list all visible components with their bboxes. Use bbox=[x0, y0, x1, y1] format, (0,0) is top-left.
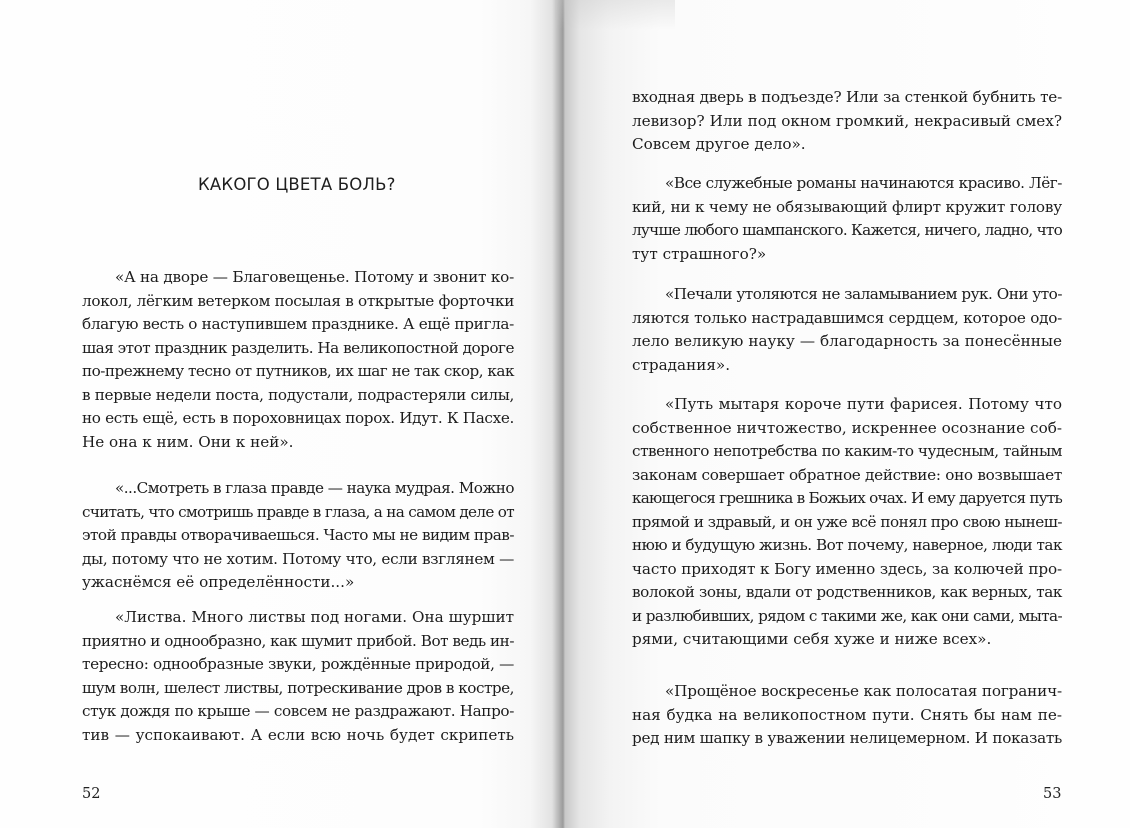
text-line: шая этот праздник разделить. На великопостной дороге bbox=[82, 338, 515, 357]
right-page bbox=[632, 0, 1062, 828]
text-line: этой правды отворачиваешься. Часто мы не видим прав- bbox=[82, 526, 515, 545]
text-line: лучше любого шампанского. Кажется, ничего, ладно, что bbox=[632, 221, 1063, 240]
text-line: по-прежнему тесно от путников, их шаг не так скор, как bbox=[82, 362, 514, 381]
text-line: «Путь мытаря короче пути фарисея. Потому что bbox=[665, 395, 1062, 413]
paragraph bbox=[632, 680, 1062, 751]
text-line: ды, потому что не хотим. Потому что, если взглянем — bbox=[82, 549, 515, 568]
text-line: ужаснёмся её определённости...» bbox=[82, 573, 355, 592]
left-page bbox=[82, 0, 514, 828]
text-line: часто приходят к Богу именно здесь, за колючей про- bbox=[632, 559, 1063, 578]
text-line: ственного непотребства по каким-то чудесным, тайным bbox=[632, 442, 1062, 461]
chapter-heading: КАКОГО ЦВЕТА БОЛЬ? bbox=[198, 175, 396, 194]
paragraph bbox=[82, 606, 514, 747]
paragraph bbox=[82, 477, 514, 595]
text-line: но есть ещё, есть в пороховницах порох. Идут. К Пасхе. bbox=[82, 409, 515, 428]
text-line: тересно: однообразные звуки, рождённые природой, — bbox=[82, 655, 515, 674]
text-line: лело великую науку — благодарность за понесённые bbox=[632, 332, 1062, 351]
text-line: Совсем другое дело». bbox=[632, 135, 806, 154]
text-line: ляются только настрадавшимся сердцем, которое одо- bbox=[632, 308, 1063, 327]
text-line: ред ним шапку в уважении нелицемерном. И показать bbox=[632, 729, 1063, 748]
text-line: законам совершает обратное действие: оно возвышает bbox=[632, 465, 1062, 484]
text-line: страдания». bbox=[632, 355, 731, 374]
text-line: благую весть о наступившем празднике. А ещё пригла- bbox=[82, 315, 514, 334]
text-line: «...Смотреть в глаза правде — наука мудрая. Можно bbox=[115, 479, 514, 497]
text-line: в первые недели поста, подустали, подрастеряли силы, bbox=[82, 385, 515, 404]
paragraph bbox=[632, 393, 1062, 652]
text-line: «Прощёное воскресенье как полосатая погранич- bbox=[665, 682, 1062, 700]
text-line: «А на дворе — Благовещенье. Потому и звонит ко- bbox=[115, 268, 515, 286]
page-number-left: 52 bbox=[82, 786, 101, 802]
text-line: кий, ни к чему не обязывающий флирт кружит голову bbox=[632, 197, 1062, 216]
text-line: волокой зоны, вдали от родственников, как верных, так bbox=[632, 583, 1063, 602]
text-line: «Листва. Много листвы под ногами. Она шуршит bbox=[115, 608, 514, 626]
text-line: стук дождя по крыше — совсем не раздражают. Напро- bbox=[82, 702, 514, 721]
text-line: тут страшного?» bbox=[632, 244, 767, 263]
text-line: и разлюбивших, рядом с такими же, как они сами, мыта- bbox=[632, 606, 1062, 625]
text-line: шум волн, шелест листвы, потрескивание дров в костре, bbox=[82, 678, 514, 697]
text-line: входная дверь в подъезде? Или за стенкой бубнить те- bbox=[632, 88, 1063, 106]
paragraph bbox=[632, 172, 1062, 266]
text-line: нюю и будущую жизнь. Вот почему, наверное, люди так bbox=[632, 536, 1063, 555]
text-line: тив — успокаивают. А если всю ночь будет скрипеть bbox=[82, 725, 514, 744]
text-line: прямой и здравый, и он уже всё понял про свою нынеш- bbox=[632, 512, 1062, 531]
text-line: кающегося грешника в Божьих очах. И ему даруется путь bbox=[632, 489, 1063, 508]
text-line: собственное ничтожество, искреннее осознание соб- bbox=[632, 418, 1062, 437]
text-line: рями, считающими себя хуже и ниже всех». bbox=[632, 630, 992, 649]
text-line: ная будка на великопостном пути. Снять бы нам пе- bbox=[632, 705, 1062, 724]
text-line: локол, лёгким ветерком посылая в открытые форточки bbox=[82, 291, 515, 310]
text-line: считать, что смотришь правде в глаза, а на самом деле от bbox=[82, 502, 514, 521]
text-line: Не она к ним. Они к ней». bbox=[82, 432, 294, 451]
text-line: приятно и однообразно, как шумит прибой. Вот ведь ин- bbox=[82, 631, 514, 650]
text-line: «Все служебные романы начинаются красиво. Лёг- bbox=[665, 174, 1062, 192]
paragraph bbox=[82, 266, 514, 454]
paragraph bbox=[632, 283, 1062, 377]
text-line: левизор? Или под окном громкий, некрасивый смех? bbox=[632, 111, 1062, 130]
paragraph bbox=[632, 86, 1062, 157]
text-line: «Печали утоляются не заламыванием рук. Они уто- bbox=[665, 285, 1062, 303]
page-number-right: 53 bbox=[1043, 786, 1062, 802]
